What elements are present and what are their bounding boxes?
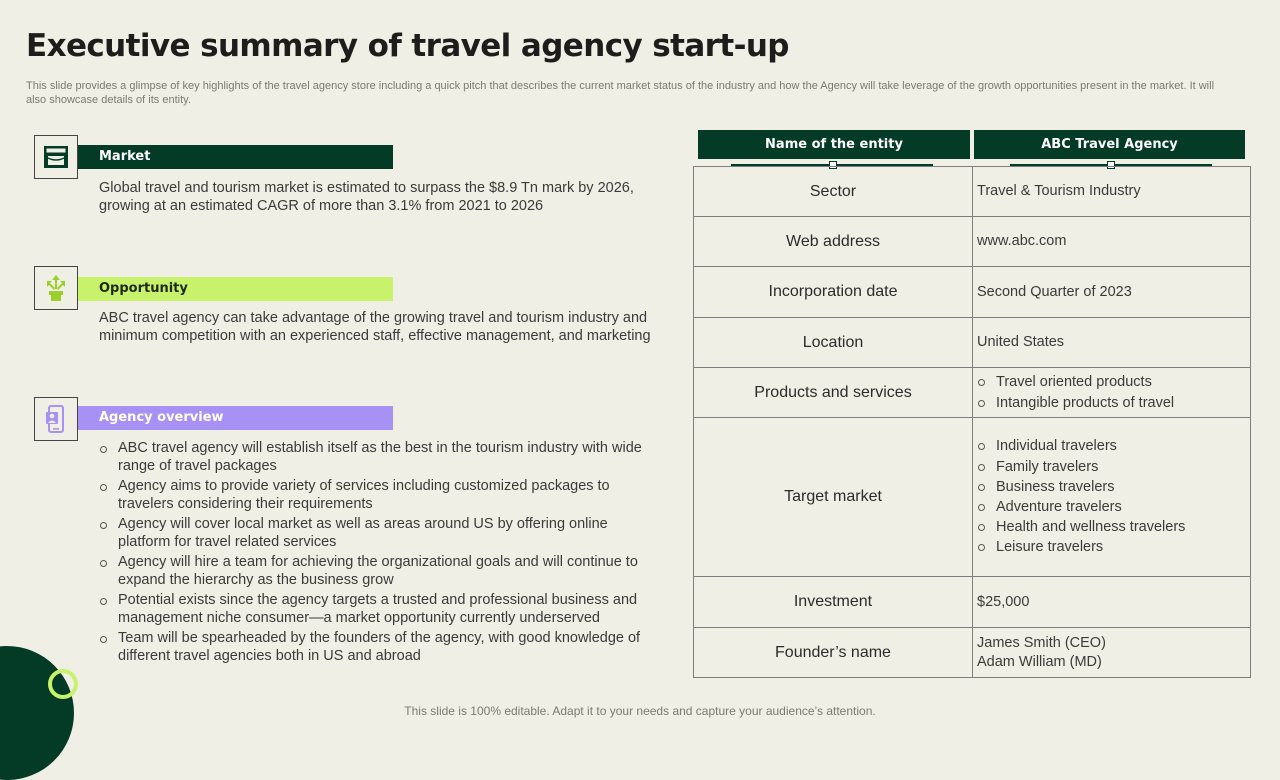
list-item: Adventure travelers	[977, 497, 1250, 517]
table-header-agency: ABC Travel Agency	[974, 130, 1245, 159]
list-item: Travel oriented products	[977, 372, 1250, 392]
store-icon	[34, 135, 78, 179]
mobile-profile-icon	[34, 397, 78, 441]
row-value: United States	[977, 334, 1065, 350]
table-row	[693, 217, 1251, 267]
list-item: Agency will cover local market as well as areas around US by offering online platform for travel related services	[99, 516, 659, 551]
table-row	[693, 368, 1251, 418]
agency-overview-label: Agency overview	[78, 406, 393, 430]
table-row	[693, 166, 1251, 217]
list-item: Potential exists since the agency targets a trusted and professional business and management niche consumer—a market opportunity currently underserved	[99, 592, 659, 627]
list-item: Intangible products of travel	[977, 393, 1250, 413]
row-label: Products and services	[694, 368, 973, 417]
row-value: www.abc.com	[977, 233, 1067, 249]
row-label: Web address	[694, 217, 973, 266]
decorative-ring	[48, 669, 78, 699]
target-market-list	[977, 436, 1250, 557]
list-item: Family travelers	[977, 457, 1250, 477]
list-item: Business travelers	[977, 477, 1250, 497]
table-row	[693, 418, 1251, 577]
growth-arrows-icon	[34, 266, 78, 310]
row-label: Target market	[694, 418, 973, 576]
list-item: Team will be spearheaded by the founders of the agency, with good knowledge of different travel agencies both in US and abroad	[99, 630, 659, 665]
page-subtitle: This slide provides a glimpse of key highlights of the travel agency store including a quick pitch that describes the current market status of the industry and how the Agency will take leverage of the growth opportunities present in the market. It will also showcase details of its entity.	[26, 80, 1215, 106]
table-row	[693, 318, 1251, 368]
opportunity-label: Opportunity	[78, 277, 393, 301]
decorative-circle	[0, 646, 74, 780]
list-item: ABC travel agency will establish itself as the best in the tourism industry with wide range of travel packages	[99, 440, 659, 475]
table-header-entity: Name of the entity	[698, 130, 970, 159]
row-label: Sector	[694, 167, 973, 216]
list-item: Agency will hire a team for achieving the organizational goals and will continue to expand the hierarchy as the business grow	[99, 554, 659, 589]
list-item: Agency aims to provide variety of services including customized packages to travelers considering their requirements	[99, 478, 659, 513]
list-item: Health and wellness travelers	[977, 517, 1250, 537]
row-label: Founder’s name	[694, 628, 973, 677]
row-value: $25,000	[977, 593, 1030, 610]
row-label: Location	[694, 318, 973, 367]
list-item: Individual travelers	[977, 436, 1250, 456]
row-label: Incorporation date	[694, 267, 973, 317]
row-value: Second Quarter of 2023	[977, 283, 1132, 300]
market-text: Global travel and tourism market is estimated to surpass the $8.9 Tn mark by 2026, growing at an estimated CAGR of more than 3.1% from 2021 to 2026	[99, 180, 634, 214]
founder-name: James Smith (CEO)	[977, 634, 1106, 651]
agency-bullets	[99, 440, 659, 668]
entity-table	[693, 166, 1251, 678]
page-title: Executive summary of travel agency start-up	[26, 28, 789, 64]
row-value: Travel & Tourism Industry	[977, 183, 1141, 199]
footer-note: This slide is 100% editable. Adapt it to your needs and capture your audience’s attention.	[404, 704, 876, 718]
row-label: Investment	[694, 577, 973, 627]
table-row	[693, 267, 1251, 318]
list-item: Leisure travelers	[977, 537, 1250, 557]
table-row	[693, 577, 1251, 628]
opportunity-text: ABC travel agency can take advantage of the growing travel and tourism industry and minimum competition with an experienced staff, effective management, and marketing	[99, 310, 651, 344]
market-label: Market	[78, 145, 393, 169]
founder-name: Adam William (MD)	[977, 653, 1102, 670]
table-row	[693, 628, 1251, 678]
products-list	[977, 372, 1250, 412]
